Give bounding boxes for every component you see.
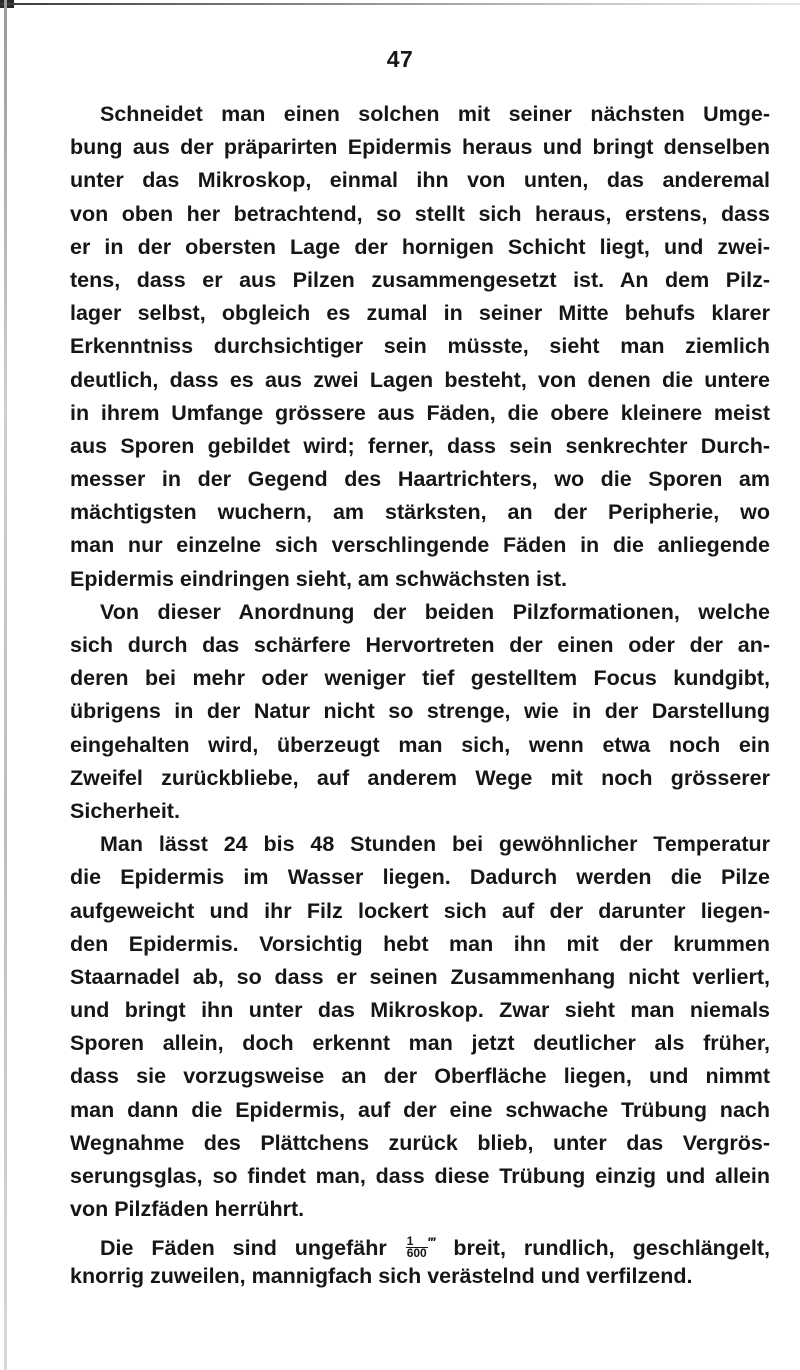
page-number: 47 xyxy=(386,46,414,72)
text-line: Epidermis eindringen sieht, am schwächsten ist. xyxy=(70,566,568,591)
text-line: Sicherheit. xyxy=(70,798,180,823)
scan-top-border xyxy=(0,3,800,5)
text-line: mächtigsten wuchern, am stärksten, an der Peripherie, wo xyxy=(70,500,770,525)
text-line: aus Sporen gebildet wird; ferner, dass sein senkrechter Durch- xyxy=(70,433,770,458)
text-line: serungsglas, so findet man, dass diese Trübung einzig und allein xyxy=(70,1164,770,1188)
text-line: Man lässt 24 bis 48 Stunden bei gewöhnlicher Temperatur xyxy=(100,832,770,857)
text-line: von Pilzfäden herrührt. xyxy=(70,1197,305,1222)
fraction-denominator: 600 xyxy=(406,1246,427,1261)
text-line: Von dieser Anordnung der beiden Pilzformationen, welche xyxy=(100,599,770,624)
fraction xyxy=(406,1236,428,1259)
text-line: tens, dass er aus Pilzen zusammengesetzt ist. An dem Pilz- xyxy=(70,267,770,292)
text-line: man nur einzelne sich verschlingende Fäden in die anliegende xyxy=(70,533,770,558)
text-line: messer in der Gegend des Haartrichters, wo die Sporen am xyxy=(70,467,770,492)
text-line: deutlich, dass es aus zwei Lagen besteht, von denen die untere xyxy=(70,367,770,392)
text-line: Wegnahme des Plättchens zurück blieb, unter das Vergrös- xyxy=(70,1130,770,1155)
text-line-with-fraction xyxy=(70,1226,770,1259)
text-fragment: Die Fäden sind ungefähr xyxy=(100,1236,387,1261)
text-line: bung aus der präparirten Epidermis heraus und bringt denselben xyxy=(70,135,770,160)
text-fragment: breit, rundlich, geschlängelt, xyxy=(453,1236,770,1261)
text-line: Erkenntniss durchsichtiger sein müsste, sieht man ziemlich xyxy=(70,334,770,359)
text-line: übrigens in der Natur nicht so strenge, wie in der Darstellung xyxy=(70,699,770,724)
line-unit-mark: ‴ xyxy=(428,1234,436,1251)
text-line: und bringt ihn unter das Mikroskop. Zwar sieht man niemals xyxy=(70,998,770,1023)
text-line: die Epidermis im Wasser liegen. Dadurch werden die Pilze xyxy=(70,865,770,890)
text-line: er in der obersten Lage der hornigen Schicht liegt, und zwei- xyxy=(70,234,770,259)
text-line: sich durch das schärfere Hervortreten der einen oder der an- xyxy=(70,633,770,657)
text-line: man dann die Epidermis, auf der eine schwache Trübung nach xyxy=(70,1097,770,1122)
text-line: Staarnadel ab, so dass er seinen Zusammenhang nicht verliert, xyxy=(70,964,770,989)
text-line: deren bei mehr oder weniger tief gestelltem Focus kundgibt, xyxy=(70,666,770,691)
text-line: lager selbst, obgleich es zumal in seiner Mitte behufs klarer xyxy=(70,301,770,326)
text-line: Zweifel zurückbliebe, auf anderem Wege mit noch grösserer xyxy=(70,765,770,790)
text-line: Schneidet man einen solchen mit seiner nächsten Umge- xyxy=(100,102,770,126)
text-line: aufgeweicht und ihr Filz lockert sich auf der darunter liegen- xyxy=(70,898,770,923)
body-text xyxy=(70,98,770,1293)
fraction-numerator: 1 xyxy=(406,1236,428,1248)
scan-left-border xyxy=(4,0,7,1370)
text-line: dass sie vorzugsweise an der Oberfläche liegen, und nimmt xyxy=(70,1064,770,1089)
text-line: Sporen allein, doch erkennt man jetzt deutlicher als früher, xyxy=(70,1031,770,1056)
text-line: den Epidermis. Vorsichtig hebt man ihn mit der krummen xyxy=(70,931,770,956)
text-line: knorrig zuweilen, mannigfach sich verästelnd und verfilzend. xyxy=(70,1263,693,1288)
text-line: unter das Mikroskop, einmal ihn von unten, das anderemal xyxy=(70,168,770,193)
text-line: eingehalten wird, überzeugt man sich, wenn etwa noch ein xyxy=(70,732,770,757)
text-line: von oben her betrachtend, so stellt sich heraus, erstens, dass xyxy=(70,201,770,226)
text-line: in ihrem Umfange grössere aus Fäden, die obere kleinere meist xyxy=(70,400,770,425)
